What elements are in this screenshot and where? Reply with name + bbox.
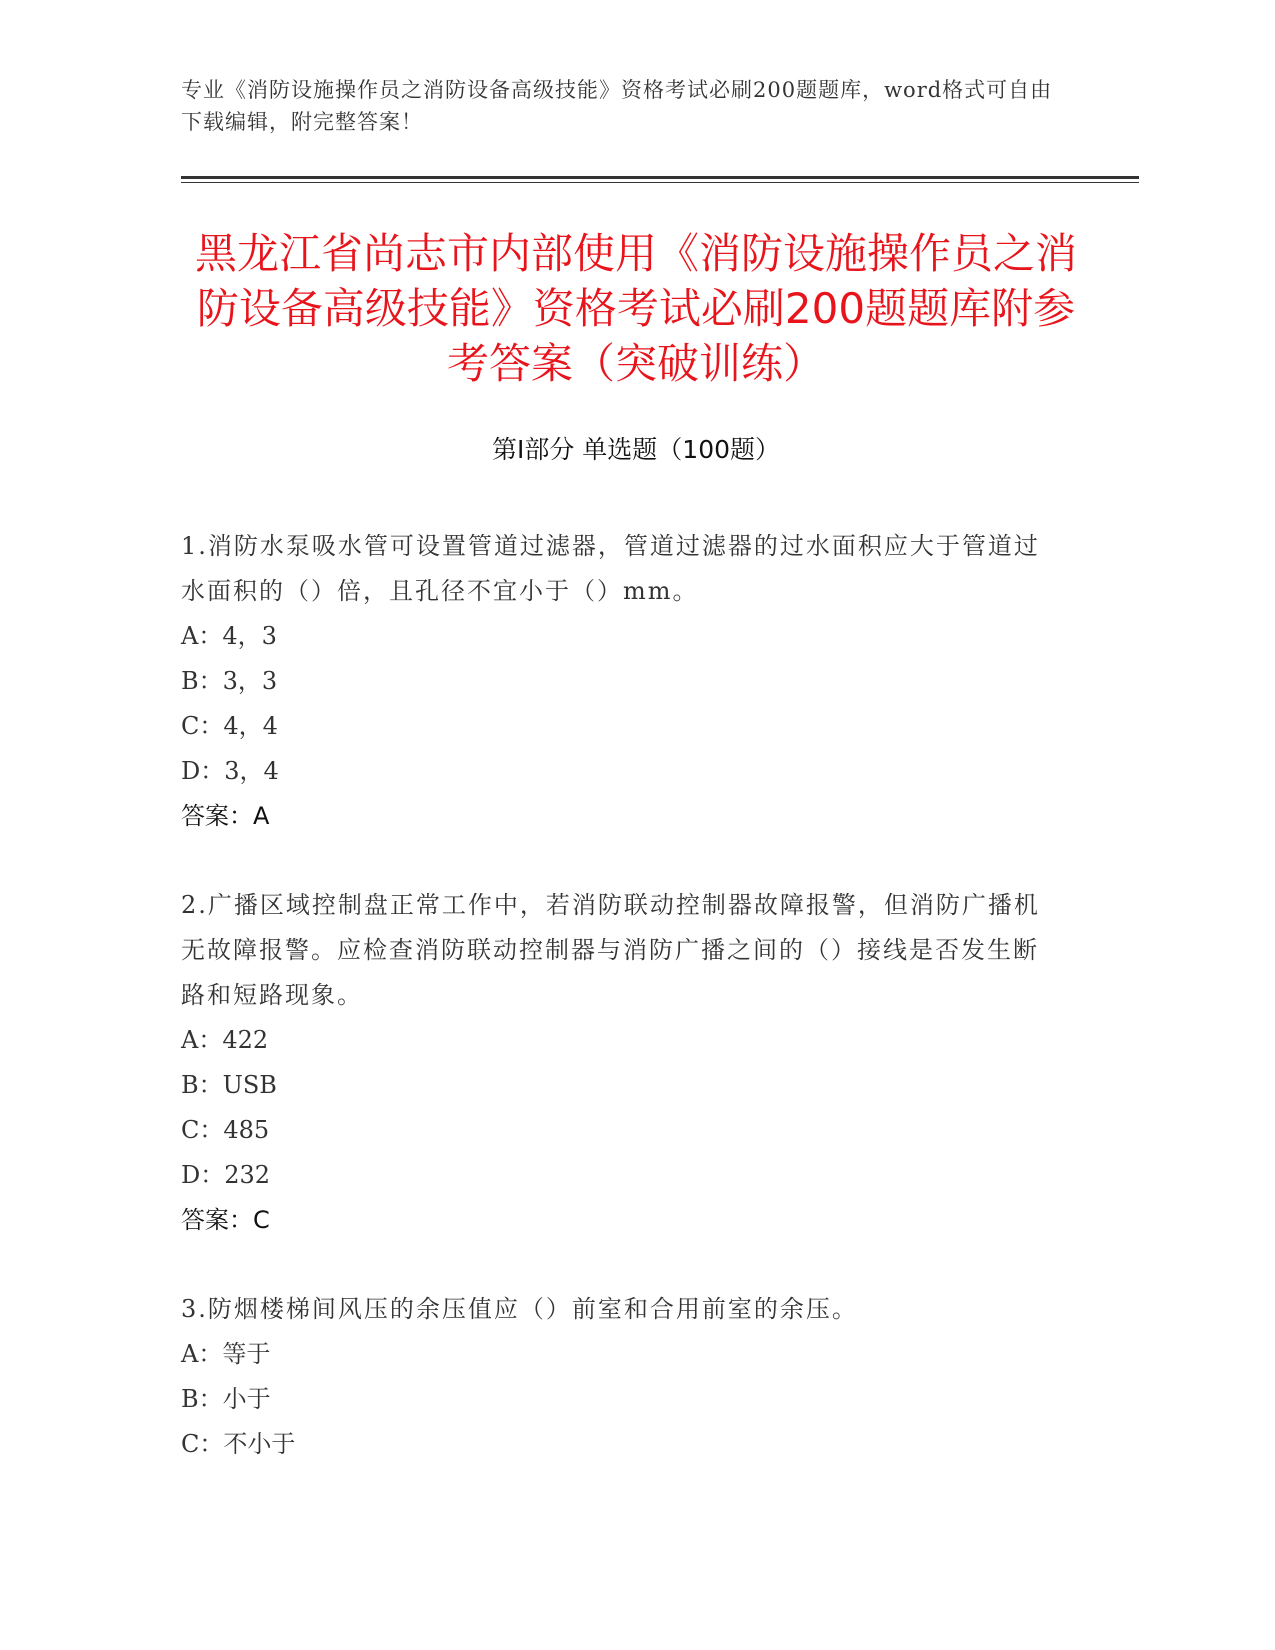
option-letter: A：: [181, 1340, 223, 1368]
question-stem: 1.消防水泵吸水管可设置管道过滤器，管道过滤器的过水面积应大于管道过水面积的（）倍，且孔径不宜小于（）mm。: [181, 532, 1040, 605]
option-letter: C：: [181, 712, 224, 740]
question-item: [181, 524, 1061, 839]
option-text: 4，3: [222, 622, 277, 650]
answer-value: A: [253, 802, 270, 830]
option-text: 等于: [222, 1340, 271, 1368]
answer-value: C: [253, 1206, 270, 1234]
answer-line: [181, 1198, 1061, 1243]
question-stem: 2.广播区域控制盘正常工作中，若消防联动控制器故障报警，但消防广播机无故障报警。应检查消防联动控制器与消防广播之间的（）接线是否发生断路和短路现象。: [181, 891, 1040, 1009]
option-d: [181, 749, 1061, 794]
header-divider-thick: [181, 176, 1139, 179]
question-item: [181, 883, 1061, 1243]
header-divider-thin: [181, 182, 1139, 183]
option-text: 485: [223, 1116, 270, 1144]
option-letter: A：: [181, 1026, 223, 1054]
option-letter: D：: [181, 1161, 225, 1189]
option-b: [181, 659, 1061, 704]
option-b: [181, 1377, 1061, 1422]
option-d: [181, 1153, 1061, 1198]
option-text: 3，3: [222, 667, 278, 695]
option-text: 3，4: [224, 757, 279, 785]
option-letter: A：: [181, 622, 223, 650]
document-title: 黑龙江省尚志市内部使用《消防设施操作员之消防设备高级技能》资格考试必刷200题题库附参考答案（突破训练）: [194, 229, 1077, 388]
answer-label: 答案：: [181, 802, 253, 830]
option-text: 422: [222, 1026, 269, 1054]
header-note: 专业《消防设施操作员之消防设备高级技能》资格考试必刷200题题库，word格式可自由下载编辑，附完整答案！: [181, 78, 1053, 134]
option-a: [181, 614, 1061, 659]
option-b: [181, 1063, 1061, 1108]
option-a: [181, 1018, 1061, 1063]
option-letter: B：: [181, 667, 223, 695]
option-c: [181, 704, 1061, 749]
option-letter: B：: [181, 1071, 223, 1099]
option-text: 小于: [222, 1385, 271, 1413]
option-c: [181, 1422, 1061, 1467]
option-letter: D：: [181, 757, 225, 785]
answer-line: [181, 794, 1061, 839]
option-a: [181, 1332, 1061, 1377]
option-letter: B：: [181, 1385, 223, 1413]
option-c: [181, 1108, 1061, 1153]
answer-label: 答案：: [181, 1206, 253, 1234]
option-text: 232: [224, 1161, 271, 1189]
option-text: 不小于: [223, 1430, 296, 1458]
question-item: [181, 1287, 1061, 1467]
option-text: 4，4: [223, 712, 278, 740]
option-letter: C：: [181, 1116, 224, 1144]
section-heading: 第Ⅰ部分 单选题（100题）: [491, 435, 781, 464]
question-stem: 3.防烟楼梯间风压的余压值应（）前室和合用前室的余压。: [181, 1295, 858, 1323]
option-letter: C：: [181, 1430, 224, 1458]
option-text: USB: [222, 1071, 277, 1099]
question-list: [181, 524, 1061, 1511]
